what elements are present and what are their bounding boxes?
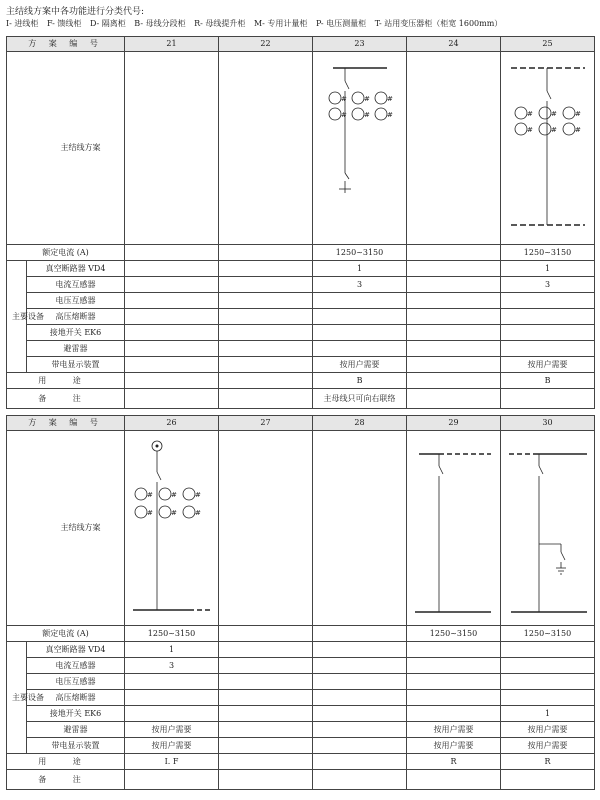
scheme-number: 22 bbox=[219, 37, 313, 52]
equipment-label: 电压互感器 bbox=[27, 674, 125, 690]
rated-current-label: 额定电流 (A) bbox=[7, 245, 125, 261]
rated-current-label: 额定电流 (A) bbox=[7, 626, 125, 642]
remarks-value bbox=[219, 770, 313, 790]
svg-text:#: # bbox=[550, 126, 557, 134]
usage-label: 用 途 bbox=[7, 754, 125, 770]
svg-text:#: # bbox=[386, 95, 393, 103]
equipment-value bbox=[407, 658, 501, 674]
rated-current-value bbox=[313, 626, 407, 642]
equipment-value: 3 bbox=[313, 277, 407, 293]
usage-value: R bbox=[407, 754, 501, 770]
usage-value bbox=[407, 373, 501, 389]
svg-text:#: # bbox=[340, 111, 347, 119]
equipment-value bbox=[313, 341, 407, 357]
remarks-value bbox=[219, 389, 313, 409]
equipment-label: 真空断路器 VD4 bbox=[27, 642, 125, 658]
usage-value bbox=[219, 754, 313, 770]
scheme-number: 29 bbox=[407, 416, 501, 431]
equipment-value bbox=[501, 674, 595, 690]
diagram-cell-27 bbox=[219, 431, 313, 626]
equipment-value bbox=[125, 277, 219, 293]
equipment-value bbox=[125, 690, 219, 706]
diagram-cell-21 bbox=[125, 52, 219, 245]
svg-text:#: # bbox=[363, 111, 370, 119]
equipment-value bbox=[219, 674, 313, 690]
equipment-value bbox=[501, 325, 595, 341]
equipment-label: 高压熔断器 bbox=[27, 690, 125, 706]
equipment-value bbox=[407, 674, 501, 690]
equipment-value: 1 bbox=[501, 706, 595, 722]
remarks-value bbox=[407, 389, 501, 409]
remarks-value bbox=[313, 770, 407, 790]
equipment-value: 按用户需要 bbox=[501, 722, 595, 738]
svg-text:#: # bbox=[170, 491, 177, 499]
code-item: M- 专用计量柜 bbox=[253, 19, 308, 28]
usage-value: B bbox=[313, 373, 407, 389]
rated-current-value bbox=[125, 245, 219, 261]
equipment-value: 1 bbox=[313, 261, 407, 277]
svg-text:#: # bbox=[526, 110, 533, 118]
code-item: B- 母线分段柜 bbox=[134, 19, 186, 28]
scheme-table-26-30 bbox=[6, 415, 595, 790]
equipment-value bbox=[125, 325, 219, 341]
equipment-value: 按用户需要 bbox=[407, 722, 501, 738]
equipment-value: 按用户需要 bbox=[501, 357, 595, 373]
svg-text:#: # bbox=[194, 509, 201, 517]
equipment-value: 1 bbox=[125, 642, 219, 658]
equipment-value bbox=[313, 690, 407, 706]
scheme-no-label: 方 案 编 号 bbox=[7, 416, 125, 431]
remarks-value bbox=[407, 770, 501, 790]
equipment-value bbox=[407, 293, 501, 309]
equipment-value: 按用户需要 bbox=[407, 738, 501, 754]
remarks-value bbox=[125, 770, 219, 790]
equipment-label: 避雷器 bbox=[27, 341, 125, 357]
svg-text:#: # bbox=[550, 110, 557, 118]
diagram-cell-25 bbox=[501, 52, 595, 245]
code-item: P- 电压测量柜 bbox=[315, 19, 367, 28]
equipment-value bbox=[219, 658, 313, 674]
scheme-number: 27 bbox=[219, 416, 313, 431]
equipment-label: 带电显示装置 bbox=[27, 738, 125, 754]
scheme-number: 30 bbox=[501, 416, 595, 431]
main-wiring-label: 主结线方案 bbox=[7, 52, 125, 245]
scheme-number: 24 bbox=[407, 37, 501, 52]
diagram-cell-28 bbox=[313, 431, 407, 626]
usage-value bbox=[313, 754, 407, 770]
equipment-label: 接地开关 EK6 bbox=[27, 706, 125, 722]
remarks-value bbox=[501, 389, 595, 409]
svg-text:#: # bbox=[146, 491, 153, 499]
equipment-value bbox=[501, 642, 595, 658]
equipment-value bbox=[313, 293, 407, 309]
intro-title: 主结线方案中各功能进行分类代号: bbox=[6, 7, 145, 17]
diagram-cell-29 bbox=[407, 431, 501, 626]
equipment-value bbox=[125, 293, 219, 309]
scheme-number: 23 bbox=[313, 37, 407, 52]
equipment-value bbox=[219, 722, 313, 738]
scheme-number: 28 bbox=[313, 416, 407, 431]
remarks-label: 备 注 bbox=[7, 389, 125, 409]
equipment-value bbox=[407, 309, 501, 325]
equipment-value bbox=[219, 261, 313, 277]
rated-current-value: 1250~3150 bbox=[407, 626, 501, 642]
equipment-value bbox=[407, 690, 501, 706]
scheme-number: 26 bbox=[125, 416, 219, 431]
equipment-value bbox=[219, 293, 313, 309]
code-item: R- 母线提升柜 bbox=[194, 19, 246, 28]
equipment-value bbox=[407, 325, 501, 341]
equipment-value bbox=[219, 706, 313, 722]
equipment-label: 电流互感器 bbox=[27, 277, 125, 293]
equipment-value bbox=[501, 309, 595, 325]
equipment-value bbox=[407, 277, 501, 293]
equipment-value bbox=[219, 309, 313, 325]
usage-label: 用 途 bbox=[7, 373, 125, 389]
scheme-table-21-25 bbox=[6, 36, 595, 409]
equipment-value bbox=[501, 658, 595, 674]
main-equipment-label: 主要设备 bbox=[7, 261, 27, 373]
equipment-value: 按用户需要 bbox=[125, 738, 219, 754]
remarks-value: 主母线只可向右联络 bbox=[313, 389, 407, 409]
equipment-value bbox=[125, 261, 219, 277]
equipment-value: 按用户需要 bbox=[501, 738, 595, 754]
equipment-value bbox=[407, 341, 501, 357]
equipment-value bbox=[407, 642, 501, 658]
equipment-value bbox=[219, 277, 313, 293]
equipment-value bbox=[125, 357, 219, 373]
equipment-label: 接地开关 EK6 bbox=[27, 325, 125, 341]
equipment-label: 电压互感器 bbox=[27, 293, 125, 309]
rated-current-value bbox=[407, 245, 501, 261]
code-item: I- 进线柜 bbox=[6, 19, 39, 28]
equipment-value bbox=[407, 261, 501, 277]
svg-text:#: # bbox=[574, 126, 581, 134]
equipment-value bbox=[501, 293, 595, 309]
equipment-value bbox=[313, 674, 407, 690]
equipment-value bbox=[501, 690, 595, 706]
equipment-value bbox=[407, 357, 501, 373]
equipment-value: 按用户需要 bbox=[125, 722, 219, 738]
equipment-value: 3 bbox=[501, 277, 595, 293]
rated-current-value: 1250~3150 bbox=[125, 626, 219, 642]
equipment-value bbox=[219, 357, 313, 373]
equipment-label: 带电显示装置 bbox=[27, 357, 125, 373]
equipment-value bbox=[219, 642, 313, 658]
svg-text:#: # bbox=[574, 110, 581, 118]
equipment-value bbox=[219, 325, 313, 341]
equipment-label: 真空断路器 VD4 bbox=[27, 261, 125, 277]
equipment-value bbox=[219, 738, 313, 754]
rated-current-value: 1250~3150 bbox=[313, 245, 407, 261]
code-item: F- 馈线柜 bbox=[46, 19, 82, 28]
wiring-diagram-30 bbox=[503, 432, 593, 624]
equipment-value bbox=[125, 674, 219, 690]
rated-current-value: 1250~3150 bbox=[501, 626, 595, 642]
svg-text:#: # bbox=[386, 111, 393, 119]
rated-current-value bbox=[219, 245, 313, 261]
equipment-value bbox=[313, 325, 407, 341]
main-wiring-label: 主结线方案 bbox=[7, 431, 125, 626]
scheme-number: 21 bbox=[125, 37, 219, 52]
svg-text:#: # bbox=[526, 126, 533, 134]
wiring-diagram-26 bbox=[127, 432, 217, 624]
wiring-diagram-25 bbox=[503, 53, 593, 243]
rated-current-value: 1250~3150 bbox=[501, 245, 595, 261]
svg-text:#: # bbox=[340, 95, 347, 103]
code-item: T- 站用变压器柜（柜宽 1600mm） bbox=[374, 19, 503, 28]
svg-text:#: # bbox=[170, 509, 177, 517]
equipment-value bbox=[313, 658, 407, 674]
rated-current-value bbox=[219, 626, 313, 642]
diagram-cell-26 bbox=[125, 431, 219, 626]
equipment-value bbox=[125, 341, 219, 357]
equipment-value: 1 bbox=[501, 261, 595, 277]
equipment-value bbox=[313, 706, 407, 722]
usage-value bbox=[125, 373, 219, 389]
equipment-value bbox=[219, 341, 313, 357]
equipment-value bbox=[313, 722, 407, 738]
diagram-cell-23 bbox=[313, 52, 407, 245]
equipment-value: 按用户需要 bbox=[313, 357, 407, 373]
diagram-cell-22 bbox=[219, 52, 313, 245]
equipment-value bbox=[501, 341, 595, 357]
equipment-value bbox=[219, 690, 313, 706]
usage-value: I. F bbox=[125, 754, 219, 770]
svg-text:#: # bbox=[146, 509, 153, 517]
equipment-value bbox=[125, 309, 219, 325]
diagram-cell-30 bbox=[501, 431, 595, 626]
remarks-value bbox=[125, 389, 219, 409]
scheme-no-label: 方 案 编 号 bbox=[7, 37, 125, 52]
equipment-value: 3 bbox=[125, 658, 219, 674]
equipment-label: 高压熔断器 bbox=[27, 309, 125, 325]
equipment-value bbox=[313, 309, 407, 325]
function-codes bbox=[6, 18, 508, 29]
equipment-value bbox=[125, 706, 219, 722]
remarks-value bbox=[501, 770, 595, 790]
wiring-diagram-23 bbox=[315, 53, 405, 243]
wiring-diagram-29 bbox=[409, 432, 499, 624]
code-item: D- 隔离柜 bbox=[89, 19, 126, 28]
equipment-label: 避雷器 bbox=[27, 722, 125, 738]
remarks-label: 备 注 bbox=[7, 770, 125, 790]
scheme-number: 25 bbox=[501, 37, 595, 52]
svg-text:#: # bbox=[363, 95, 370, 103]
svg-text:#: # bbox=[194, 491, 201, 499]
diagram-cell-24 bbox=[407, 52, 501, 245]
equipment-value bbox=[313, 642, 407, 658]
equipment-label: 电流互感器 bbox=[27, 658, 125, 674]
usage-value: R bbox=[501, 754, 595, 770]
main-equipment-label: 主要设备 bbox=[7, 642, 27, 754]
equipment-value bbox=[313, 738, 407, 754]
equipment-value bbox=[407, 706, 501, 722]
usage-value bbox=[219, 373, 313, 389]
usage-value: B bbox=[501, 373, 595, 389]
